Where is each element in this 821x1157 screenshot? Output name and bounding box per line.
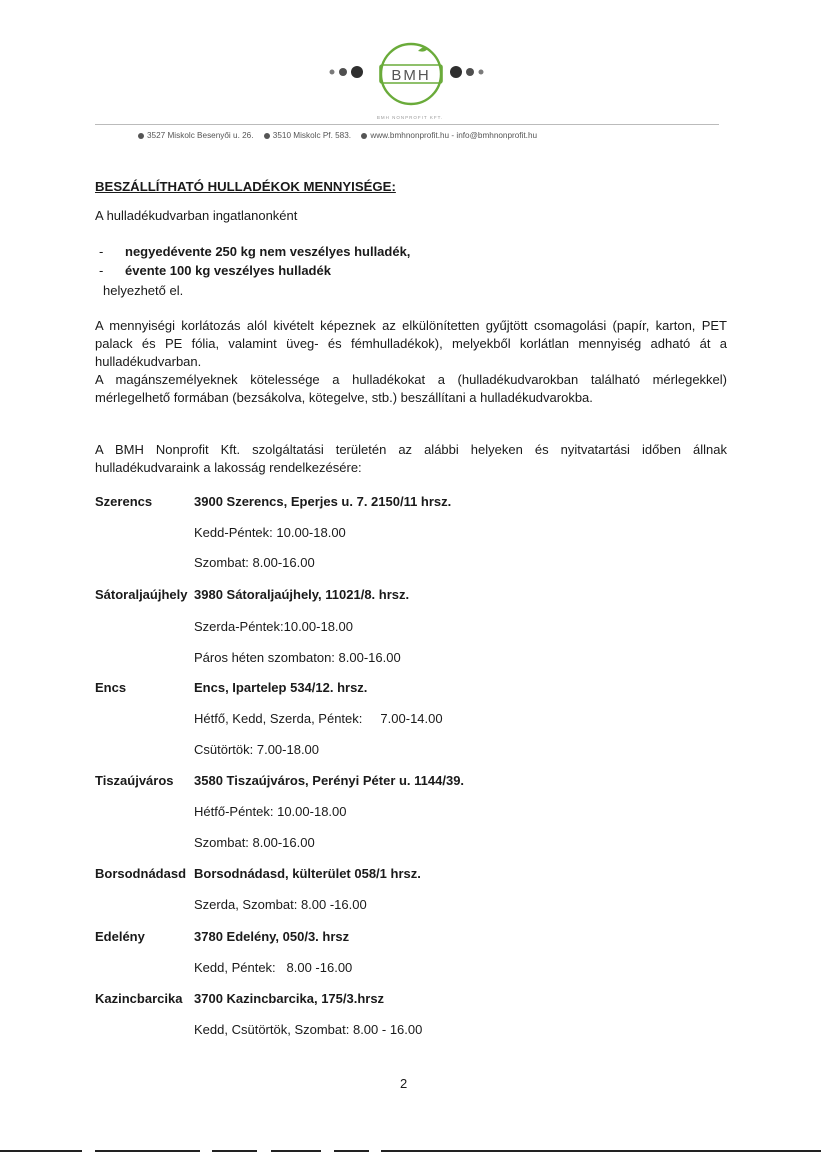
location-name: Kazincbarcika: [95, 991, 183, 1006]
po-box: 3510 Miskolc Pf. 583.: [272, 131, 352, 140]
footer-rule: [381, 1150, 821, 1152]
location-address: 3700 Kazincbarcika, 175/3.hrsz: [194, 991, 385, 1006]
paragraph: A BMH Nonprofit Kft. szolgáltatási területén az alábbi helyeken és nyitvatartási időben állnak hulladékudvaraink a lakosság rendelkezésére:: [95, 442, 727, 475]
footer-rule: [0, 1150, 82, 1152]
location-address: 3900 Szerencs, Eperjes u. 7. 2150/11 hrsz.: [194, 494, 452, 509]
paragraph: A magánszemélyeknek kötelessége a hulladékokat a (hulladékudvarokban található mérlegekkel) mérlegelhető formában (bezsákolva, kötegelve, stb.) beszállítani a hulladékudvarokba.: [95, 372, 727, 405]
list-item: - évente 100 kg veszélyes hulladék: [99, 263, 331, 278]
footer-rule: [95, 1150, 200, 1152]
location-address: 3780 Edelény, 050/3. hrsz: [194, 929, 350, 944]
location-name: Encs: [95, 680, 127, 695]
header-contact-line: [138, 131, 537, 140]
website-link[interactable]: www.bmhnonprofit.hu: [370, 131, 450, 140]
bmh-logo: [320, 38, 502, 118]
location-hours: Páros héten szombaton: 8.00-16.00: [194, 650, 401, 665]
location-hours: Hétfő-Péntek: 10.00-18.00: [194, 804, 347, 819]
location-name: Edelény: [95, 929, 145, 944]
location-name: Tiszaújváros: [95, 773, 174, 788]
list-item: - negyedévente 250 kg nem veszélyes hulladék,: [99, 244, 411, 259]
footer-rule: [271, 1150, 321, 1152]
location-hours: Kedd, Csütörtök, Szombat: 8.00 - 16.00: [194, 1022, 423, 1037]
location-hours: Csütörtök: 7.00-18.00: [194, 742, 320, 757]
address-line: 3527 Miskolc Besenyői u. 26.: [147, 131, 254, 140]
logo-subtitle: BMH NONPROFIT KFT.: [376, 115, 444, 120]
separator: -: [451, 131, 455, 140]
location-hours: Kedd-Péntek: 10.00-18.00: [194, 525, 346, 540]
location-name: Szerencs: [95, 494, 153, 509]
bullet-icon: [361, 133, 367, 139]
paragraph: A mennyiségi korlátozás alól kivételt képeznek az elkülönítetten gyűjtött csomagolási (papír, karton, PET palack és PE fólia, valamint üveg- és fémhulladékok), melyekből korlátlan mennyiség adható át a hulladékudvarban.: [95, 318, 727, 369]
footer-rule: [212, 1150, 257, 1152]
location-hours: Hétfő, Kedd, Szerda, Péntek: 7.00-14.00: [194, 711, 443, 726]
location-name: Borsodnádasd: [95, 866, 187, 881]
location-address: Encs, Ipartelep 534/12. hrsz.: [194, 680, 368, 695]
location-hours: Szerda-Péntek:10.00-18.00: [194, 619, 353, 634]
footer-rule: [334, 1150, 369, 1152]
location-hours: Szerda, Szombat: 8.00 -16.00: [194, 897, 367, 912]
svg-text:BMH: BMH: [391, 67, 431, 84]
page-number: 2: [400, 1076, 408, 1091]
header-divider: [95, 124, 719, 125]
location-address: Borsodnádasd, külterület 058/1 hrsz.: [194, 866, 421, 881]
location-address: 3580 Tiszaújváros, Perényi Péter u. 1144/39.: [194, 773, 465, 788]
intro-text: A hulladékudvarban ingatlanonként: [95, 208, 298, 223]
location-hours: Kedd, Péntek: 8.00 -16.00: [194, 960, 353, 975]
location-hours: Szombat: 8.00-16.00: [194, 555, 315, 570]
bullet-icon: [264, 133, 270, 139]
bullet-icon: [138, 133, 144, 139]
section-heading: BESZÁLLÍTHATÓ HULLADÉKOK MENNYISÉGE:: [95, 179, 396, 194]
location-address: 3980 Sátoraljaújhely, 11021/8. hrsz.: [194, 587, 410, 602]
location-hours: Szombat: 8.00-16.00: [194, 835, 315, 850]
location-name: Sátoraljaújhely: [95, 587, 188, 602]
email-link[interactable]: info@bmhnonprofit.hu: [456, 131, 538, 140]
list-followup-text: helyezhető el.: [103, 283, 184, 298]
